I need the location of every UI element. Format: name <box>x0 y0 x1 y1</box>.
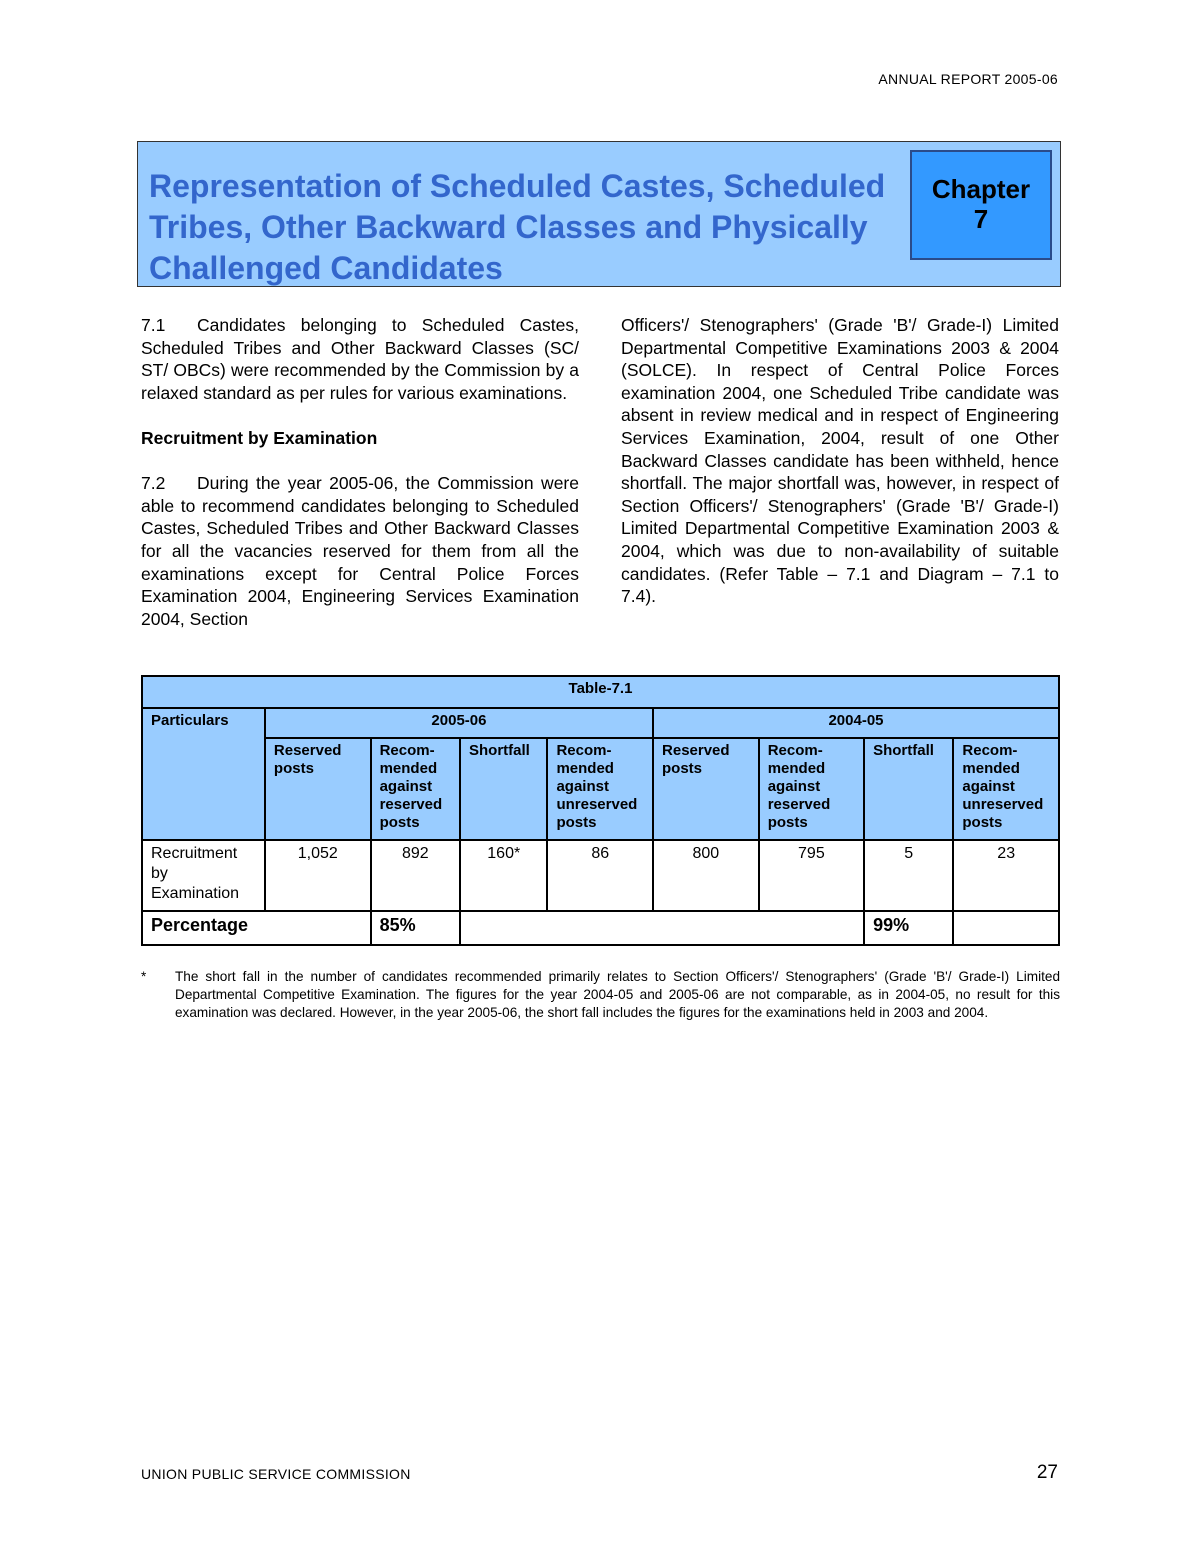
chapter-title: Representation of Scheduled Castes, Scheduled Tribes, Other Backward Classes and Physically Challenged Candidates <box>149 168 886 286</box>
table-cell: 795 <box>759 840 864 911</box>
table-7-1 <box>141 675 1060 946</box>
page-number: 27 <box>1036 1462 1058 1483</box>
chapter-badge <box>910 150 1052 260</box>
table-cell: 23 <box>953 840 1059 911</box>
table-cell: 892 <box>371 840 460 911</box>
footnote-text: The short fall in the number of candidates recommended primarily relates to Section Officers'/ Stenographers' (Grade 'B'/ Grade-I) Limited Departmental Competitive Examination. The figures for the year 2004-05 and 2005-06 are not comparable, as in 2004-05, no result for this examination was declared. However, in the year 2005-06, the short fall includes the figures for the examinations held in 2003 and 2004. <box>175 969 1060 1020</box>
column-header: Recom-mended against reserved posts <box>371 738 460 840</box>
table-cell: 800 <box>653 840 759 911</box>
para-number: 7.1 <box>141 315 166 335</box>
percentage-2004-05: 99% <box>864 911 953 945</box>
percentage-2005-06: 85% <box>371 911 460 945</box>
table-cell: 1,052 <box>265 840 371 911</box>
empty-cell <box>460 911 864 945</box>
footer-organization: UNION PUBLIC SERVICE COMMISSION <box>141 1466 411 1482</box>
column-header: Recom-mended against reserved posts <box>759 738 864 840</box>
column-header: Recom-mended against unreserved posts <box>547 738 653 840</box>
table-cell: 5 <box>864 840 953 911</box>
column-header: Shortfall <box>864 738 953 840</box>
para-text: Candidates belonging to Scheduled Castes, Scheduled Tribes and Other Backward Classes (SC/ ST/ OBCs) were recommended by the Commission by a relaxed standard as per rules for various examinations. <box>141 315 579 403</box>
table-caption: Table-7.1 <box>142 676 1059 708</box>
row-label: Recruitment by Examination <box>142 840 265 911</box>
column-header: Shortfall <box>460 738 547 840</box>
table-cell: 86 <box>547 840 653 911</box>
para-number: 7.2 <box>141 473 166 494</box>
column-header: Reserved posts <box>653 738 759 840</box>
paragraph-7-2 <box>141 472 579 630</box>
chapter-label: Chapter <box>931 174 1031 204</box>
chapter-banner <box>137 141 1061 287</box>
para-text: During the year 2005-06, the Commission were able to recommend candidates belonging to Scheduled Castes, Scheduled Tribes and Other Backward Classes for all the vacancies reserved for them from all the examinations except for Central Police Forces Examination 2004, Engineering Services Examination 2004, Section <box>141 473 579 629</box>
percentage-label: Percentage <box>142 911 371 945</box>
table-cell: 160* <box>460 840 547 911</box>
column-header: Reserved posts <box>265 738 371 840</box>
empty-cell <box>953 911 1059 945</box>
left-column <box>141 314 579 653</box>
paragraph-7-2-continued: Officers'/ Stenographers' (Grade 'B'/ Grade-I) Limited Departmental Competitive Examinations 2003 & 2004 (SOLCE). In respect of Central Police Forces examination 2004, one Scheduled Tribe candidate was absent in review medical and in respect of Engineering Services Examination, 2004, result of one Other Backward Classes candidate has been withheld, hence shortfall. The major shortfall was, however, in respect of Section Officers'/ Stenographers' (Grade 'B'/ Grade-I) Limited Departmental Competitive Examination 2003 & 2004, which was due to non-availability of suitable candidates. (Refer Table – 7.1 and Diagram – 7.1 to 7.4). <box>621 315 1059 607</box>
chapter-number: 7 <box>973 204 989 234</box>
year-header-2005-06: 2005-06 <box>265 708 653 738</box>
year-header-2004-05: 2004-05 <box>653 708 1059 738</box>
paragraph-7-1 <box>141 314 579 404</box>
section-heading: Recruitment by Examination <box>141 427 378 448</box>
table-row <box>142 840 1059 911</box>
table-footnote <box>141 968 1060 1022</box>
percentage-row <box>142 911 1059 945</box>
particulars-header: Particulars <box>142 708 265 840</box>
column-header: Recom-mended against unreserved posts <box>953 738 1059 840</box>
report-header: ANNUAL REPORT 2005-06 <box>878 71 1058 87</box>
right-column <box>621 314 1059 630</box>
footnote-marker: * <box>141 969 147 984</box>
